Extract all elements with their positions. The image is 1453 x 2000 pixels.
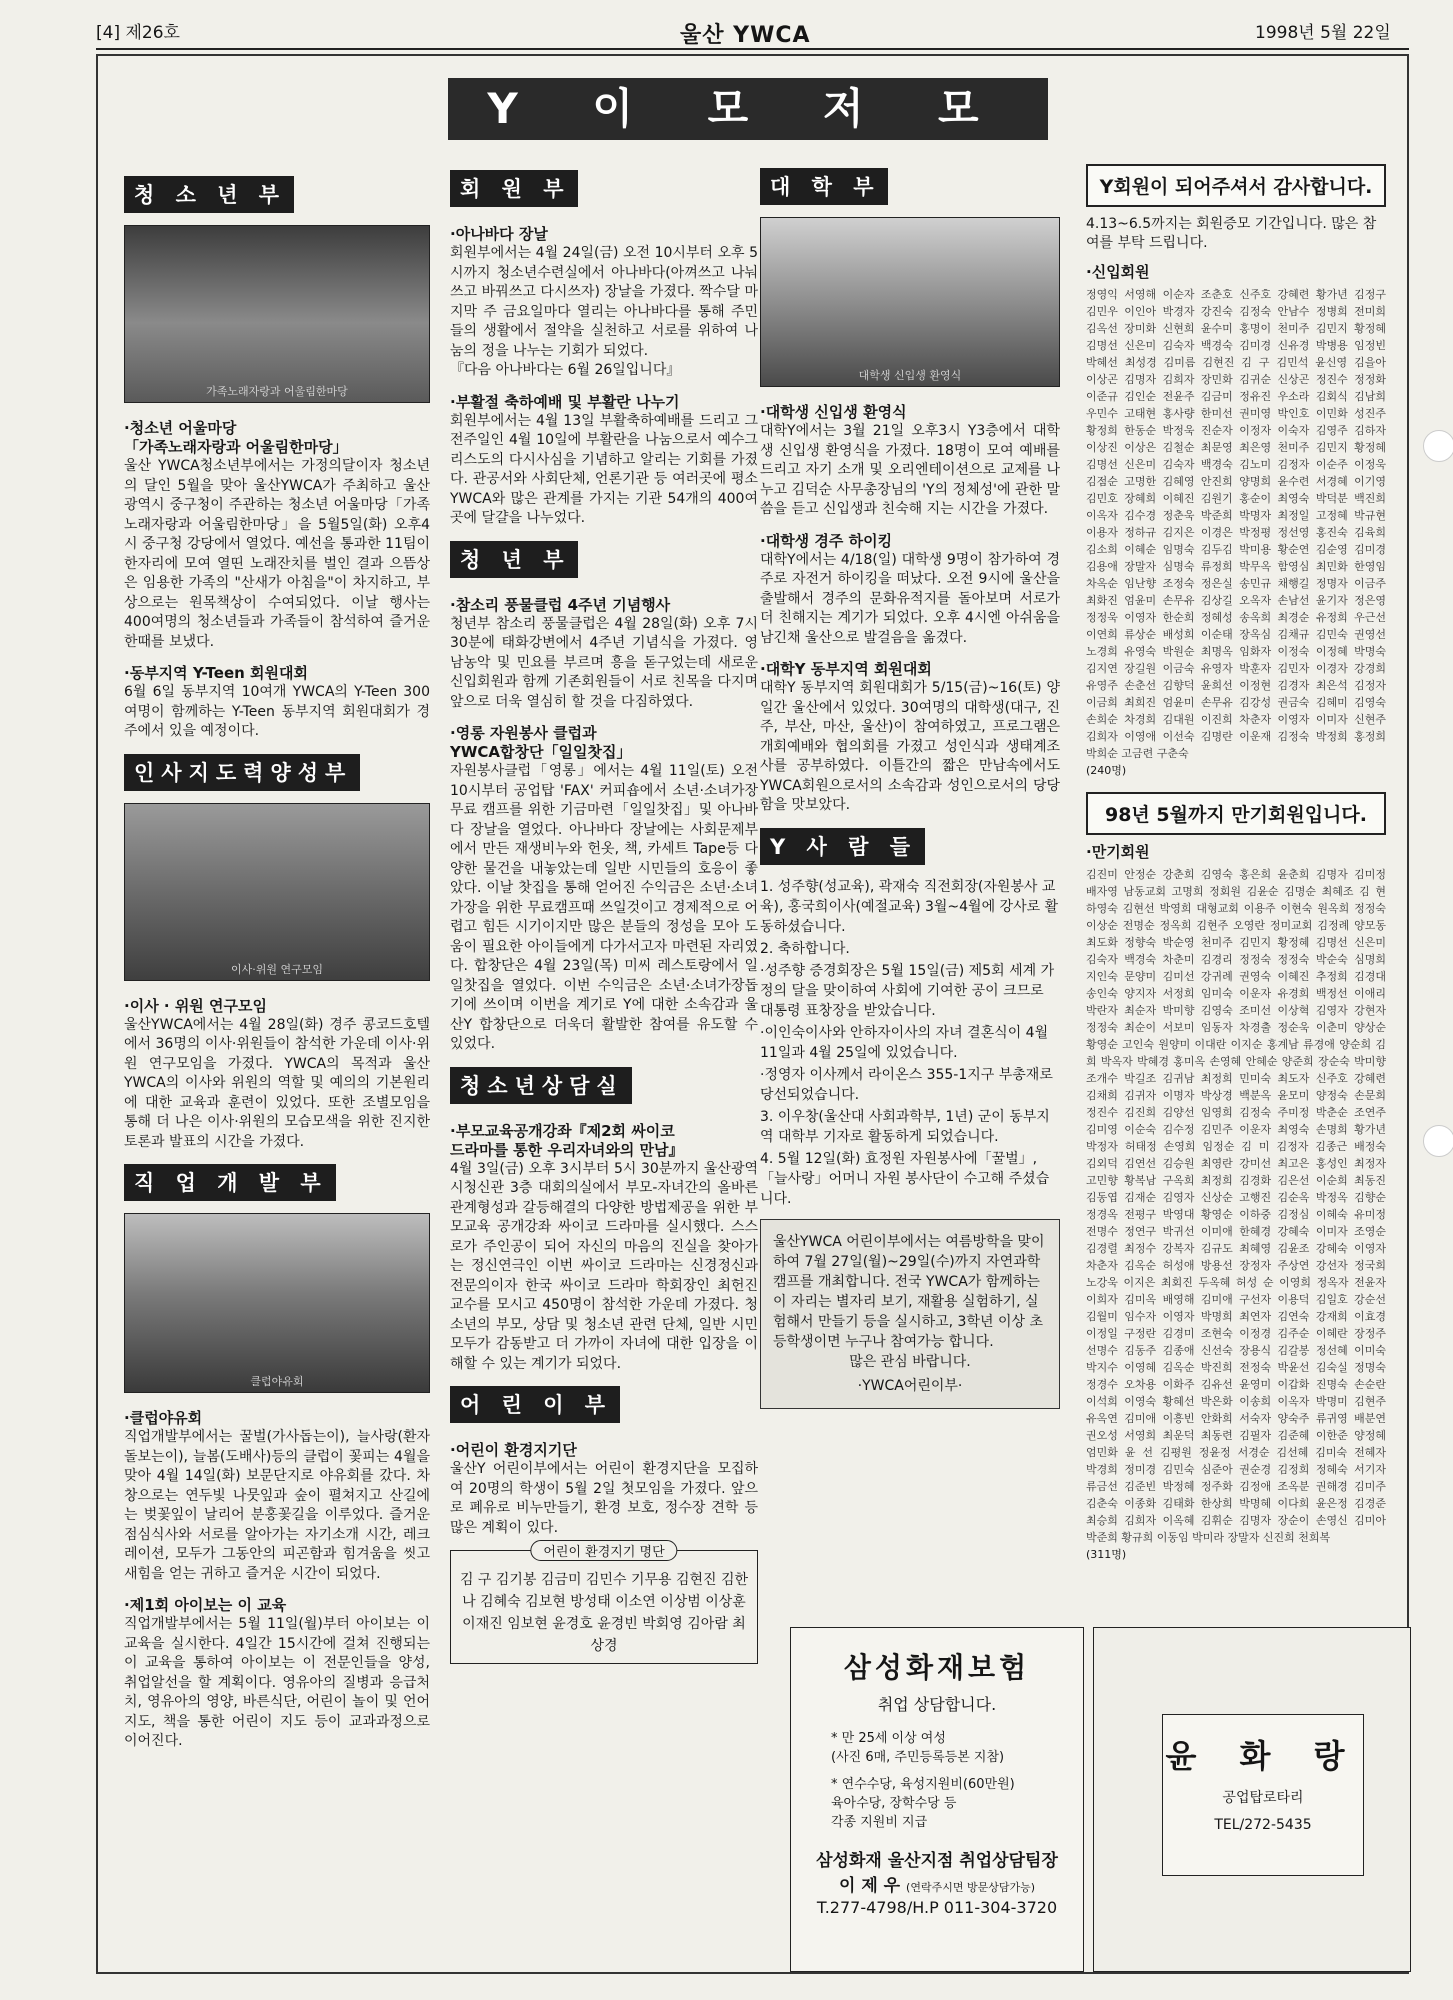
kids-roster-box — [450, 1545, 758, 1664]
article-body: 회원부에서는 4월 24일(금) 오전 10시부터 오후 5시까지 청소년수련실에서 아나바다(아껴쓰고 나눠쓰고 바꿔쓰고 다시쓰자) 장날을 가졌다. 짝수달 마지막 주 금요일마다 열리는 아나바다를 통해 주민들의 생활에서 절약을 실천하고 서로를 위하여 나눔의 정을 나누는 기회가 되었다. — [450, 245, 758, 359]
article-subtitle: YWCA합창단「일일찻집」 — [450, 743, 632, 761]
article-title: ·부활절 축하예배 및 부활란 나누기 — [450, 392, 680, 411]
article-body: 울산Y 어린이부에서는 어린이 환경지단을 모집하여 20명의 학생이 5월 2일 첫모임을 가졌다. 앞으로 폐유로 비누만들기, 환경 보호, 정수장 견학 등 많은 계획이 있다. — [450, 1461, 758, 1536]
ad-subtitle: 취업 상담합니다. — [877, 1695, 997, 1714]
article-title: ·어린이 환경지기단 — [450, 1441, 577, 1459]
article-title: ·클럽야유회 — [124, 1409, 203, 1427]
camp-notice-body: 울산YWCA 어린이부에서는 여름방학을 맞이하여 7월 27일(월)~29일(수)까지 자연과학캠프를 개최합니다. 전국 YWCA가 함께하는 이 자리는 별자리 보기, 재활용 실험하기, 실험해서 만들기 등을 실시하고, 3학년 이상 초등학생이면 누구나 참여가능 합니다. — [773, 1233, 1045, 1350]
dept-badge-leadership: 인사지도력양성부 — [124, 754, 360, 791]
article-title: ·대학Y 동부지역 회원대회 — [760, 660, 932, 678]
article-body: 자원봉사클럽「영롱」에서는 4월 11일(토) 오전 10시부터 공업탑 'FAX' 커피숍에서 소년·소녀가장 무료 캠프를 위한 기금마련「일일찻집」및 아나바다 장날을 열었다. 아나바다 장날에는 사회문제부에서 만든 재생비누와 헌옷, 책, 카세트 Tape등 다양한 물건을 내놓았는데 일반 시민들의 호응이 좋았다. 이날 찻집을 통해 얻어진 수익금은 소년·소녀 가장을 위한 무료캠프때 쓰일것이고 경제적으로 어렵고 힘든 시기이지만 많은 분들의 정성을 모아 도움이 필요한 아이들에게 다가서고자 마련된 자리였다. 합창단은 4월 23일(목) 미씨 레스토랑에서 일일찻집을 열었다. 이번 수익금은 소년·소녀가장돕기에 쓰이며 이번을 계기로 Y에 대한 소속감과 울산Y 합창단으로 더욱더 활발한 참여를 유도할 수 있었다. — [450, 763, 758, 1052]
expired-members-count: (311명) — [1086, 1548, 1127, 1561]
issue-date: 1998년 5월 22일 — [1255, 23, 1391, 43]
punch-hole — [1423, 1125, 1453, 1157]
column-1 — [124, 176, 430, 1764]
ad-person — [791, 1871, 1083, 1896]
article-title: ·제1회 아이보는 이 교육 — [124, 1596, 287, 1614]
article-body: 청년부 참소리 풍물클럽은 4월 28일(화) 오후 7시30분에 태화강변에서 4주년 기념식을 가졌다. 영남농악 및 민요를 부르며 흥을 돋구었는데 새로운 신입회원과 함께 기존회원들이 서로 친목을 다지며 앞으로 더욱 열심히 할 것을 다짐하였다. — [450, 615, 758, 710]
list-item: 1. 성주향(성교육), 곽재숙 직전회장(자원봉사 교육), 홍국희이사(예절교육) 3월~4월에 강사로 활동하셨습니다. — [760, 878, 1059, 935]
ad-card — [1162, 1714, 1364, 1876]
ad-line: (사진 6매, 주민등록등본 지참) — [831, 1750, 1005, 1765]
article-title: ·대학생 경주 하이킹 — [760, 531, 893, 550]
ad-person-name: 이 제 우 — [839, 1876, 901, 1896]
ad-shop-name: 윤 화 랑 — [1165, 1737, 1361, 1775]
new-members-heading: Y회원이 되어주셔서 감사합니다. — [1086, 164, 1386, 207]
article-body: 4월 3일(금) 오후 3시부터 5시 30분까지 울산광역시청신관 3층 대회의실에서 부모-자녀간의 올바른 관계형성과 갈등해결의 다양한 방법제공을 위한 부모교육 공개강좌 싸이코 드라마를 실시했다. 스스로가 주인공이 되어 자신의 마음의 진실을 찾아가는 정신연극인 이번 싸이코 드라마는 신경정신과 전문의이자 한국 싸이코 드라마 학회장인 최헌진 교수를 모시고 450명이 참석한 가운데 가졌다. 청소년의 부모, 상담 및 청소년 관련 단체, 일반 시민 모두가 감동받고 더 가까이 자녀에 대한 입장을 이해할 수 있는 계기가 되었다. — [450, 1160, 758, 1372]
samsung-insurance-ad — [790, 1627, 1084, 1972]
article-title: ·참소리 풍물클럽 4주년 기념행사 — [450, 595, 671, 614]
camp-notice-end: 많은 관심 바랍니다. — [849, 1353, 971, 1370]
new-members-subtitle: ·신입회원 — [1086, 263, 1150, 281]
page-title: Y 이 모 저 모 — [448, 78, 1048, 140]
header-rule — [96, 48, 1409, 50]
photo-caption: 가족노래자랑과 어울림한마당 — [206, 385, 348, 398]
dept-badge-youth: 청 소 년 부 — [124, 176, 294, 213]
ad-phone: T.277-4798/H.P 011-304-3720 — [816, 1898, 1058, 1917]
list-item: 3. 이우창(울산대 사회과학부, 1년) 군이 동부지역 대학부 기자로 활동하게 되었습니다. — [760, 1108, 1050, 1145]
ad-line: 육아수당, 장학수당 등 — [831, 1796, 957, 1811]
new-members-count: (240명) — [1086, 764, 1127, 777]
expired-members-names: 김진미 안정순 강춘희 김영숙 홍은희 윤춘희 김명자 김미정 배자영 남동교회 고명희 정회원 김윤순 김명순 최혜조 김 현 하영숙 김현선 박영희 대형교회 이용주 이현숙 원옥희 정정숙 이상순 전명순 정옥희 김현주 오영란 정미교회 김정례 양모동 최도화 정향숙 박순영 천미주 김민지 황정혜 김명선 신은미 김숙자 백경숙 차춘미 김경리 정정숙 정정숙 박순숙 심명희 지인숙 문양미 김미선 강귀례 권영숙 이혜진 추정희 김경대 송인숙 양지자 서정희 임미숙 이운자 유경희 백정선 이애리 박란자 최순자 박미향 김영숙 조미선 이상혁 김영자 강현자 정정숙 최순이 서보미 임동자 차경출 정순욱 이춘미 양상순 황영순 고인숙 원양미 이대란 이지순 홍계남 류경애 양순희 김 희 박옥자 박혜경 홍미옥 손영혜 안혜순 양준희 장순숙 박미향 조개수 박길조 김귀남 최정희 민미숙 최도자 신주호 강혜련 김채희 김귀자 이명자 박상경 백분옥 윤모미 양정숙 손문희 정진수 김진희 김양선 임영희 김정숙 주미정 박춘순 조연주 김미영 이순숙 김수정 김민주 이운자 최영숙 손명희 황가년 박정자 허태정 손영희 임정순 김 미 김정자 김종근 배정숙 김외덕 김연선 김승원 최영란 강미선 최고은 홍성인 최정자 고민향 황복남 구옥희 최정희 김경화 김은선 이순희 최동진 김동엽 김재순 김영자 신상순 고행진 김순옥 박정옥 김향순 정경옥 전평구 박영대 황영순 이하중 김정심 이혜숙 유미정 전명수 정연구 박귀선 이미애 한혜경 강혜숙 이미자 조영순 김경렬 최정수 강복자 김규도 최혜영 김윤조 강혜숙 이영자 차춘자 김옥순 허성애 방용선 장정자 주상연 강선자 정국희 노강욱 이지은 최회진 두옥혜 허성 순 이영희 정옥자 전윤자 이희자 김미옥 배영해 김미애 구선자 이용덕 김일호 강순선 김월미 임수자 이영자 박명희 최연자 김연숙 강재희 이효경 이정일 구정란 김경미 조현숙 이정경 김주순 이혜란 장정주 선명수 김동주 김종애 신선숙 장용식 김갈봉 정선혜 이미숙 박지수 이영혜 김옥순 박진희 전정숙 박윤선 김숙실 정명숙 정경수 오차용 이화주 김유선 윤영미 이갑화 진명숙 손순란 이석희 이영숙 황혜선 박은화 이송희 이옥자 박명미 김현주 유옥연 김미애 이흥빈 안화희 서숙자 양숙주 류귀영 배분연 권오성 서영희 최운덕 최동련 김필자 김준혜 이한준 양정혜 엄민화 윤 선 김평원 정윤정 서경순 김선혜 김미숙 전혜자 박경희 정미경 김민숙 심준아 권순경 김정희 정혜숙 서기자 류금선 김준빈 박정혜 정주화 김정애 조옥분 권해경 김미주 김춘숙 이종화 김태화 한상희 박명혜 이다희 윤은정 김경준 최승희 김희자 이옥혜 김휘순 김명자 장순이 손영신 김미아 박준희 황규희 이동임 박미라 장말자 신진희 천희복 — [1086, 868, 1386, 1544]
column-4 — [1086, 164, 1386, 1562]
dept-badge-counseling: 청소년상담실 — [450, 1067, 632, 1104]
camp-notice-box — [760, 1219, 1060, 1409]
column-3 — [760, 168, 1060, 1409]
camp-notice-sign: ·YWCA어린이부· — [857, 1377, 963, 1394]
list-item: 4. 5월 12일(화) 효정원 자원봉사에「꿀벌」,「늘사랑」어머니 자원 봉사단이 수고해 주셨습니다. — [760, 1150, 1050, 1207]
article-title: ·대학생 신입생 환영식 — [760, 403, 907, 421]
article-body: 직업개발부에서는 5월 11일(월)부터 아이보는 이 교육을 실시한다. 4일간 15시간에 걸쳐 진행되는 이 교육을 통하여 아이보는 이 전문인들을 양성, 취업알선을 할 계획이다. 영유아의 질병과 응급처치, 영유아의 영양, 바른식단, 어린이 놀이 및 언어지도, 책을 통한 어린이 지도 등이 교과과정으로 이어진다. — [124, 1616, 430, 1749]
article-title: ·영롱 자원봉사 클럽과 — [450, 724, 597, 742]
photo-youth-festival — [124, 225, 430, 403]
article-body: 회원부에서는 4월 13일 부활축하예배를 드리고 그 전주일인 4월 10일에 부활란을 나눔으로서 예수그리스도의 다시사심을 기념하고 알리는 기회를 가졌다. 관공서와 사회단체, 언론기관 등 여러곳에 평소 YWCA와 많은 관계를 가지는 기관 54개의 400여곳에 달걀을 나누었다. — [450, 412, 758, 526]
ad-telephone: TEL/272-5435 — [1214, 1817, 1312, 1833]
article-title: ·동부지역 Y-Teen 회원대회 — [124, 664, 309, 682]
ad-line: * 연수수당, 육성지원비(60만원) — [831, 1777, 1015, 1792]
article-body: 6월 6일 동부지역 10여개 YWCA의 Y-Teen 300여명이 함께하는 Y-Teen 동부지역 회원대회가 경주에서 있을 예정이다. — [124, 684, 430, 739]
dept-badge-y-people: Y 사 람 들 — [760, 828, 925, 865]
article-subtitle: 드라마를 통한 우리자녀와의 만남』 — [450, 1140, 684, 1159]
dept-badge-children: 어 린 이 부 — [450, 1386, 620, 1423]
article-body: 울산YWCA에서는 4월 28일(화) 경주 콩코드호텔에서 36명의 이사·위원들이 참석한 가운데 이사·위원 연구모임을 가졌다. YWCA의 목적과 울산YWCA의 이사와 위원의 역할 및 예의의 기본원리에 대한 교육과 훈련이 있었다. 또한 조별모임을 통해 더 나은 이사·위원의 모습모색을 위한 진지한 토론과 발표의 시간을 가졌다. — [124, 1016, 430, 1150]
article-title: ·부모교육공개강좌『제2회 싸이코 — [450, 1121, 675, 1140]
dept-badge-members: 회 원 부 — [450, 170, 578, 207]
list-item: ·정영자 이사께서 라이온스 355-1지구 부총재로 당선되었습니다. — [760, 1066, 1053, 1103]
article-title: ·이사 · 위원 연구모임 — [124, 996, 267, 1015]
dept-badge-young-adult: 청 년 부 — [450, 541, 578, 578]
photo-caption: 대학생 신입생 환영식 — [858, 369, 962, 382]
article-body: 대학Y 동부지역 회원대회가 5/15(금)~16(토) 양일간 울산에서 있었다. 30여명의 대학생(대구, 진주, 부산, 마산, 울산)이 참여하였고, 프로그램은 개회예배와 협의회를 가졌고 성인식과 생태계조사를 공부하였다. 이틀간의 짧은 만남속에서도 YWCA회원으로서의 소속감과 성인으로서의 당당함을 맛보았다. — [760, 680, 1060, 813]
list-item: 2. 축하합니다. — [760, 940, 850, 957]
ad-location: 공업탑로타리 — [1222, 1790, 1304, 1806]
kids-roster-names: 김 구 김기봉 김금미 김민수 기무용 김현진 김한나 김혜숙 김보현 방성태 이소연 이상범 이상훈 이재진 임보현 윤경호 윤경빈 박회영 김아람 최상경 — [459, 1572, 749, 1654]
expired-members-heading: 98년 5월까지 만기회원입니다. — [1086, 792, 1386, 835]
dept-badge-university: 대 학 부 — [760, 168, 888, 205]
photo-freshmen-welcome — [760, 217, 1060, 387]
column-2 — [450, 170, 758, 1664]
page-number: [4] 제26호 — [96, 23, 180, 43]
article-title: ·아나바다 장날 — [450, 225, 548, 243]
ad-branch: 삼성화재 울산지점 취업상담팀장 — [816, 1851, 1058, 1871]
ad-line: 각종 지원비 지급 — [831, 1815, 928, 1830]
article-title: ·청소년 어울마당 — [124, 419, 237, 437]
article-note: 『다음 아나바다는 6월 26일입니다』 — [450, 362, 681, 378]
new-members-note: 4.13~6.5까지는 회원증모 기간입니다. 많은 참여를 부탁 드립니다. — [1086, 216, 1377, 251]
kids-roster-title: 어린이 환경지기 명단 — [530, 1540, 677, 1561]
photo-club-picnic — [124, 1213, 430, 1393]
list-item: ·성주향 증경회장은 5월 15일(금) 제5회 세계 가정의 달을 맞이하여 사회에 기여한 공이 크므로 대통령 표창장을 받았습니다. — [760, 962, 1055, 1019]
ad-title: 삼성화재보험 — [843, 1651, 1031, 1684]
article-subtitle: 「가족노래자랑과 어울림한마당」 — [124, 438, 348, 456]
article-body: 울산 YWCA청소년부에서는 가정의달이자 청소년의 달인 5월을 맞아 울산YWCA가 주최하고 울산광역시 중구청이 주관하는 청소년 어울마당「가족노래자랑과 어울림한마당」을 5월5일(화) 오후4시 중구청 강당에서 열었다. 예선을 통과한 11팀이 한자리에 모여 열띤 노래잔치를 벌인 결과 으뜸상은 임용한 가족의 "산새가 아침을"이 차지하고, 부상으로는 원목책상이 수여되었다. 이날 행사는 400여명의 청소년들과 가족들이 참석하여 즐거운 한때를 보냈다. — [124, 458, 430, 650]
new-members-names: 정영익 서영해 이순자 조춘호 신주호 강혜련 황가년 김정구 김민우 이인아 박경자 강진숙 김정숙 안남수 정병희 전미희 김옥선 장미화 신현희 윤수미 홍명이 천미주 김민지 황정혜 김명선 신은미 김숙자 백경숙 김미경 신유경 박병용 임정빈 박혜선 최성경 김미름 김현진 김 구 김민석 윤신영 김을아 이상곤 김명자 김희자 장민화 김귀순 신상곤 정진수 정정화 이준규 김인순 전윤주 김금미 정유진 우소라 김회식 김남희 우민수 고태현 홍사량 한미선 권미영 박인호 이민화 성진주 황정희 한동순 박정욱 진순자 이정자 이숙자 김영주 김하자 이상진 이상은 김철순 최문영 최은영 천미주 김민지 황정혜 김명선 신은미 김숙자 백경숙 김노미 김정자 이순주 이정욱 김점순 고명한 김혜영 안진희 양명희 윤수련 서경혜 이기영 김민호 장혜희 이혜진 김원기 홍순이 최영숙 박덕분 백진희 이옥자 김수경 정춘욱 박준희 박명자 최정일 고정혜 박규현 이용자 정하규 김지은 이경은 박정평 정선영 홍진숙 김육희 김소희 이혜순 임명숙 김두김 박미용 황순연 김순영 김미경 김용애 장말자 심명숙 류정희 박무옥 함영심 최민화 한영임 차옥순 임난향 조정숙 정은실 송민규 채행길 정명자 이금주 최화진 엄윤미 손무유 김상길 오옥자 손남선 윤기자 정은영 정정욱 이영자 한순희 정혜성 송옥희 최경순 유정희 우근선 이연희 류상순 배성희 이순태 장옥심 김채규 김민숙 권영선 노경희 유영숙 박원순 최명옥 임화자 이정숙 이정혜 박명숙 김지연 장길원 이금숙 유영자 박훈자 김민자 이경자 강경희 유영주 손춘선 김향덕 윤희선 이정현 김경자 최은석 김정자 이금희 최희진 엄윤미 손무유 김강성 권금숙 김혜미 김영숙 손희순 차경희 김대원 이진희 차춘자 이영자 이미자 신현주 김희자 이영애 이선숙 김명란 이운재 김정숙 박정희 홍정희 박희순 고금련 구춘숙 — [1086, 288, 1386, 760]
ad-person-note: (연락주시면 방문상담가능) — [906, 1881, 1035, 1894]
photo-caption: 클럽야유회 — [250, 1375, 304, 1388]
dept-badge-career: 직 업 개 발 부 — [124, 1164, 336, 1201]
photo-caption: 이사·위원 연구모임 — [230, 962, 323, 976]
ad-line: * 만 25세 이상 여성 — [831, 1731, 946, 1746]
article-body: 대학Y에서는 4/18(일) 대학생 9명이 참가하여 경주로 자전거 하이킹을 떠났다. 오전 9시에 울산을 출발해서 경주의 문화유적지를 돌아보며 서로가 더 친해지는 계기가 되었다. 오후 4시엔 아쉬움을 남긴채 울산으로 발걸음을 옮겼다. — [760, 551, 1060, 646]
masthead: 울산 YWCA — [680, 23, 811, 48]
list-item: ·이인숙이사와 안하자이사의 자녀 결혼식이 4월 11일과 4월 25일에 있었습니다. — [760, 1024, 1049, 1061]
y-people-list — [760, 877, 1060, 1209]
article-body: 직업개발부에서는 꿀벌(가사돕는이), 늘사랑(환자돌보는이), 늘봄(도배사)등의 클럽이 꽃피는 4월을 맞아 4월 14일(화) 보문단지로 야유회를 갔다. 차창으로는 연두빛 나뭇잎과 숲이 펼쳐지고 산길에는 벚꽃잎이 날리어 분홍꽃길을 이루었다. 즐거운 점심식사와 서로를 알아가는 자기소개 시간, 레크레이션, 모두가 그동안의 피곤함과 힘겨움을 씻고 새힘을 얻는 귀하고 즐거운 시간이 되었다. — [124, 1429, 430, 1582]
expired-members-subtitle: ·만기회원 — [1086, 843, 1150, 861]
punch-hole — [1423, 430, 1453, 462]
photo-board-meeting — [124, 803, 430, 981]
article-body: 대학Y에서는 3월 21일 오후3시 Y3층에서 대학생 신입생 환영식을 가졌다. 18명이 모여 예배를 드리고 자기 소개 및 오리엔테이션으로 교제를 나누고 김덕순 사무총장님의 'Y의 정체성'에 관한 말씀을 듣고 신입생과 친숙해 지는 시간을 가졌다. — [760, 423, 1060, 517]
yoonhwarang-ad — [1093, 1627, 1411, 1972]
